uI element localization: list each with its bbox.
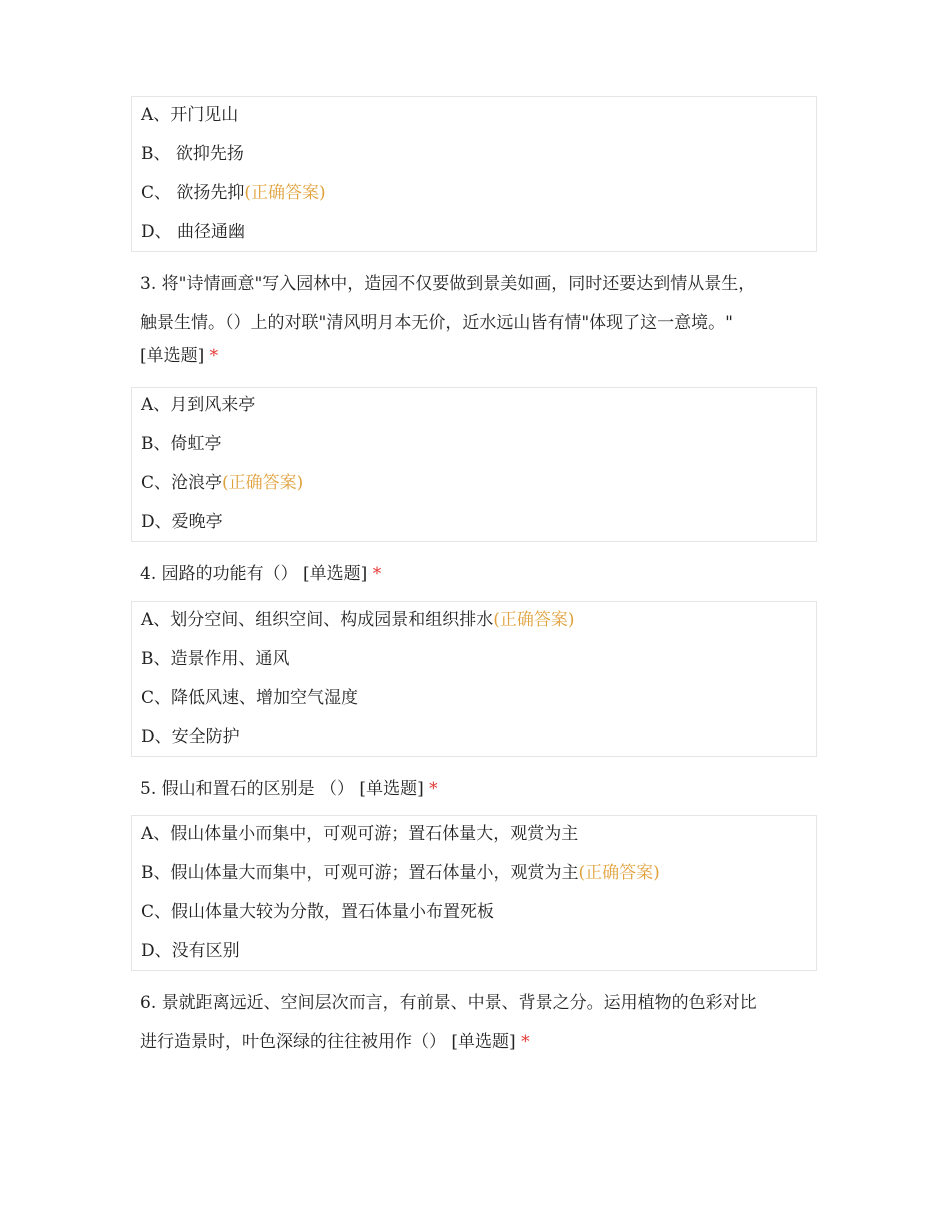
q6-line-2: 进行造景时，叶色深绿的往往被用作（） [单选题] * xyxy=(140,1032,530,1052)
q5-option-c: C、假山体量大较为分散，置石体量小布置死板 xyxy=(141,902,495,922)
q6-line-1: 6. 景就距离远近、空间层次而言，有前景、中景、背景之分。运用植物的色彩对比 xyxy=(140,993,757,1013)
correct-answer-tag: (正确答案) xyxy=(493,610,575,630)
required-mark: * xyxy=(209,346,219,366)
q5-option-d: D、没有区别 xyxy=(141,941,240,961)
q2-option-c: C、 欲扬先抑(正确答案) xyxy=(141,183,326,203)
required-mark: * xyxy=(429,779,438,799)
q3-option-b: B、倚虹亭 xyxy=(141,434,222,454)
q5-text xyxy=(140,770,820,809)
correct-answer-tag: (正确答案) xyxy=(222,473,304,493)
q4-line-1: 4. 园路的功能有（） [单选题] * xyxy=(140,564,382,584)
q4-option-a: A、划分空间、组织空间、构成园景和组织排水(正确答案) xyxy=(141,610,575,630)
correct-answer-tag: (正确答案) xyxy=(244,183,326,203)
q6-text xyxy=(140,984,820,1062)
q4-option-c: C、降低风速、增加空气湿度 xyxy=(141,688,359,708)
q4-option-b: B、造景作用、通风 xyxy=(141,649,290,669)
q4-options xyxy=(131,601,817,757)
q3-option-d: D、爱晚亭 xyxy=(141,512,223,532)
q5-option-a: A、假山体量小而集中，可观可游；置石体量大，观赏为主 xyxy=(141,824,579,844)
q3-line-3: [单选题] * xyxy=(140,346,219,366)
q3-option-a: A、月到风来亭 xyxy=(141,395,256,415)
correct-answer-tag: (正确答案) xyxy=(578,863,660,883)
q4-text xyxy=(140,555,820,594)
q3-options xyxy=(131,387,817,542)
q3-line-2: 触景生情。（）上的对联"清风明月本无价，近水远山皆有情"体现了这一意境。" xyxy=(140,313,733,333)
q3-text xyxy=(140,265,820,369)
q5-option-b: B、假山体量大而集中，可观可游；置石体量小，观赏为主(正确答案) xyxy=(141,863,660,883)
q4-option-d: D、安全防护 xyxy=(141,727,240,747)
q2-option-a: A、开门见山 xyxy=(141,105,239,125)
q2-options xyxy=(131,96,817,252)
q5-line-1: 5. 假山和置石的区别是 （） [单选题] * xyxy=(140,779,438,799)
q5-options xyxy=(131,815,817,971)
required-mark: * xyxy=(372,564,382,584)
required-mark: * xyxy=(521,1032,530,1052)
q2-option-d: D、 曲径通幽 xyxy=(141,222,246,242)
q3-line-1: 3. 将"诗情画意"写入园林中，造园不仅要做到景美如画，同时还要达到情从景生， xyxy=(140,274,756,294)
q3-option-c: C、沧浪亭(正确答案) xyxy=(141,473,304,493)
q2-option-b: B、 欲抑先扬 xyxy=(141,144,244,164)
